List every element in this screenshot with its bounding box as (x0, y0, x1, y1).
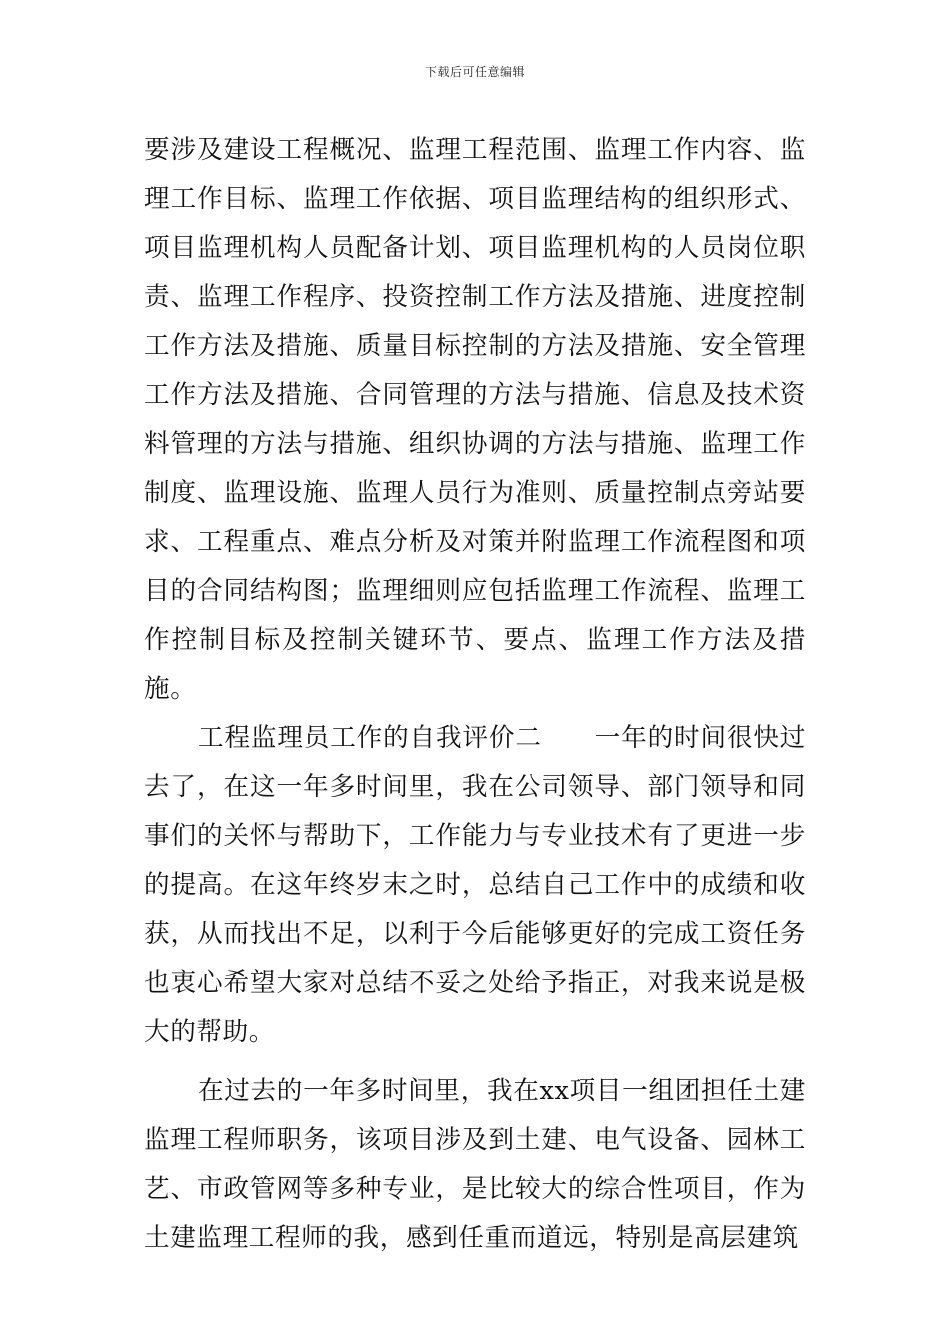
page-header: 下载后可任意编辑 (424, 65, 525, 79)
document-body (144, 126, 806, 1263)
paragraph-self-evaluation: 工程监理员工作的自我评价二 一年的时间很快过去了，在这一年多时间里，我在公司领导、部门领导和同事们的关怀与帮助下，工作能力与专业技术有了更进一步的提高。在这年终岁末之时，总结自己工作中的成绩和收获，从而找出不足，以利于今后能够更好的完成工资任务也衷心希望大家对总结不妥之处给予指正，对我来说是极大的帮助。 (144, 723, 806, 1047)
paragraph-past-year: 在过去的一年多时间里，我在xx项目一组团担任土建监理工程师职务，该项目涉及到土建、电气设备、园林工艺、市政管网等多种专业，是比较大的综合性项目，作为土建监理工程师的我，感到任重而道远，特别是高层建筑 (144, 1076, 806, 1253)
paragraph-continued: 要涉及建设工程概况、监理工程范围、监理工作内容、监理工作目标、监理工作依据、项目监理结构的组织形式、项目监理机构人员配备计划、项目监理机构的人员岗位职责、监理工作程序、投资控制工作方法及措施、进度控制工作方法及措施、质量目标控制的方法及措施、安全管理工作方法及措施、合同管理的方法与措施、信息及技术资料管理的方法与措施、组织协调的方法与措施、监理工作制度、监理设施、监理人员行为准则、质量控制点旁站要求、工程重点、难点分析及对策并附监理工作流程图和项目的合同结构图；监理细则应包括监理工作流程、监理工作控制目标及控制关键环节、要点、监理工作方法及措施。 (144, 135, 806, 704)
